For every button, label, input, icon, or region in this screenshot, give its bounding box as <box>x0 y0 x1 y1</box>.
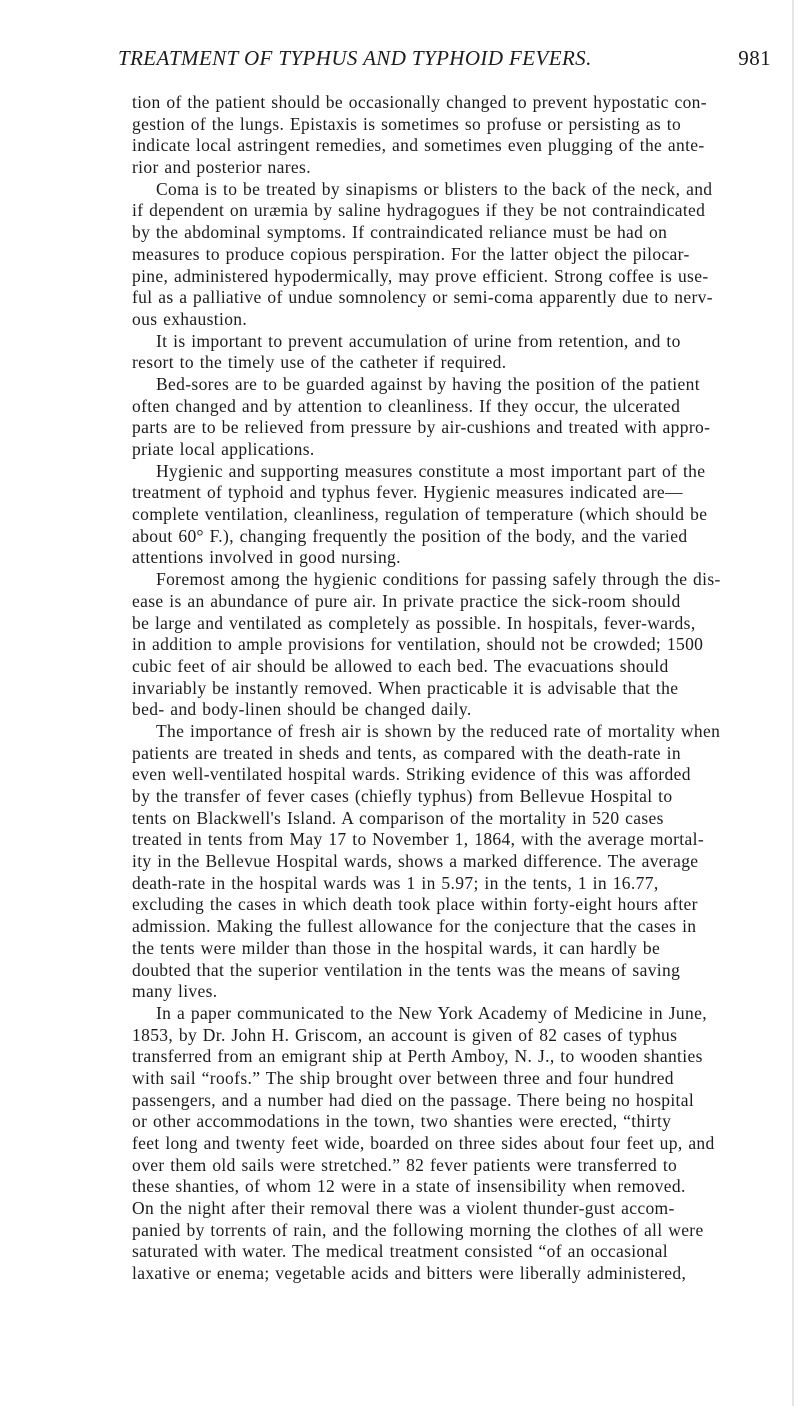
text-line: admission. Making the fullest allowance for the conjecture that the cases in <box>132 916 697 937</box>
text-line: 1853, by Dr. John H. Griscom, an account is given of 82 cases of typhus <box>132 1024 678 1045</box>
text-line: indicate local astringent remedies, and sometimes even plugging of the ante- <box>132 135 705 156</box>
text-line: tents on Blackwell's Island. A comparison of the mortality in 520 cases <box>132 807 664 828</box>
text-line: passengers, and a number had died on the passage. There being no hospital <box>132 1089 695 1110</box>
text-line: rior and posterior nares. <box>132 157 311 178</box>
text-line: transferred from an emigrant ship at Perth Amboy, N. J., to wooden shanties <box>132 1046 703 1067</box>
text-line: often changed and by attention to cleanliness. If they occur, the ulcerated <box>132 395 681 416</box>
paragraph-first-line: Bed-sores are to be guarded against by having the position of the patient <box>156 373 700 394</box>
scan-edge-line <box>792 0 794 1406</box>
text-line: if dependent on uræmia by saline hydragogues if they be not contraindicated <box>132 200 706 221</box>
text-line: ity in the Bellevue Hospital wards, shows a marked difference. The average <box>132 851 699 872</box>
text-line: by the abdominal symptoms. If contraindicated reliance must be had on <box>132 222 668 243</box>
paragraph-first-line: Coma is to be treated by sinapisms or blisters to the back of the neck, and <box>156 178 713 199</box>
text-line: excluding the cases in which death took place within forty-eight hours after <box>132 894 698 915</box>
text-line: with sail “roofs.” The ship brought over between three and four hundred <box>132 1067 674 1088</box>
text-line: in addition to ample provisions for ventilation, should not be crowded; 1500 <box>132 634 704 655</box>
text-line: saturated with water. The medical treatment consisted “of an occasional <box>132 1241 668 1262</box>
text-line: laxative or enema; vegetable acids and bitters were liberally administered, <box>132 1263 687 1284</box>
text-line: priate local applications. <box>132 439 315 459</box>
text-line: death-rate in the hospital wards was 1 in 5.97; in the tents, 1 in 16.77, <box>132 872 659 893</box>
text-line: these shanties, of whom 12 were in a state of insensibility when removed. <box>132 1176 686 1197</box>
text-line: or other accommodations in the town, two shanties were erected, “thirty <box>132 1111 672 1132</box>
text-line: even well-ventilated hospital wards. Striking evidence of this was afforded <box>132 764 691 785</box>
text-line: On the night after their removal there was a violent thunder-gust accom- <box>132 1198 675 1219</box>
text-line: about 60° F.), changing frequently the position of the body, and the varied <box>132 525 688 546</box>
text-line: treated in tents from May 17 to November 1, 1864, with the average mortal- <box>132 829 705 850</box>
paragraph-first-line: It is important to prevent accumulation of urine from retention, and to <box>156 330 681 351</box>
text-line: complete ventilation, cleanliness, regulation of temperature (which should be <box>132 504 708 525</box>
text-line: pine, administered hypodermically, may prove efficient. Strong coffee is use- <box>132 265 709 286</box>
text-line: resort to the timely use of the catheter if required. <box>132 352 507 373</box>
text-line: over them old sails were stretched.” 82 fever patients were transferred to <box>132 1154 678 1175</box>
body-text <box>132 92 768 1285</box>
paragraph-first-line: Hygienic and supporting measures constitute a most important part of the <box>156 460 706 481</box>
text-line: feet long and twenty feet wide, boarded on three sides about four feet up, and <box>132 1133 715 1153</box>
paragraph-first-line: The importance of fresh air is shown by the reduced rate of mortality when <box>156 720 721 741</box>
text-line: by the transfer of fever cases (chiefly typhus) from Bellevue Hospital to <box>132 786 673 806</box>
text-line: parts are to be relieved from pressure by air-cushions and treated with appro- <box>132 417 711 438</box>
text-line: gestion of the lungs. Epistaxis is sometimes so profuse or persisting as to <box>132 113 682 134</box>
running-head <box>118 46 771 72</box>
text-line: treatment of typhoid and typhus fever. Hygienic measures indicated are— <box>132 482 683 503</box>
paragraph-first-line: In a paper communicated to the New York Academy of Medicine in June, <box>156 1002 707 1023</box>
text-line: bed- and body-linen should be changed daily. <box>132 699 472 720</box>
text-line: doubted that the superior ventilation in the tents was the means of saving <box>132 959 681 980</box>
text-line: measures to produce copious perspiration. For the latter object the pilocar- <box>132 243 690 264</box>
text-line: patients are treated in sheds and tents, as compared with the death-rate in <box>132 742 681 763</box>
text-line: be large and ventilated as completely as possible. In hospitals, fever-wards, <box>132 612 696 633</box>
text-line: attentions involved in good nursing. <box>132 547 401 568</box>
text-line: ful as a palliative of undue somnolency or semi-coma apparently due to nerv- <box>132 287 713 308</box>
text-line: ous exhaustion. <box>132 308 248 329</box>
text-line: many lives. <box>132 981 218 1002</box>
running-title: TREATMENT OF TYPHUS AND TYPHOID FEVERS. <box>118 46 592 70</box>
text-line: invariably be instantly removed. When practicable it is advisable that the <box>132 677 679 698</box>
text-line: tion of the patient should be occasionally changed to prevent hypostatic con- <box>132 92 707 112</box>
page-number: 981 <box>738 46 771 70</box>
text-line: ease is an abundance of pure air. In private practice the sick-room should <box>132 590 681 611</box>
text-line: panied by torrents of rain, and the following morning the clothes of all were <box>132 1219 704 1240</box>
text-line: cubic feet of air should be allowed to each bed. The evacuations should <box>132 655 669 676</box>
text-line: the tents were milder than those in the hospital wards, it can hardly be <box>132 937 661 958</box>
paragraph-first-line: Foremost among the hygienic conditions for passing safely through the dis- <box>156 569 721 590</box>
